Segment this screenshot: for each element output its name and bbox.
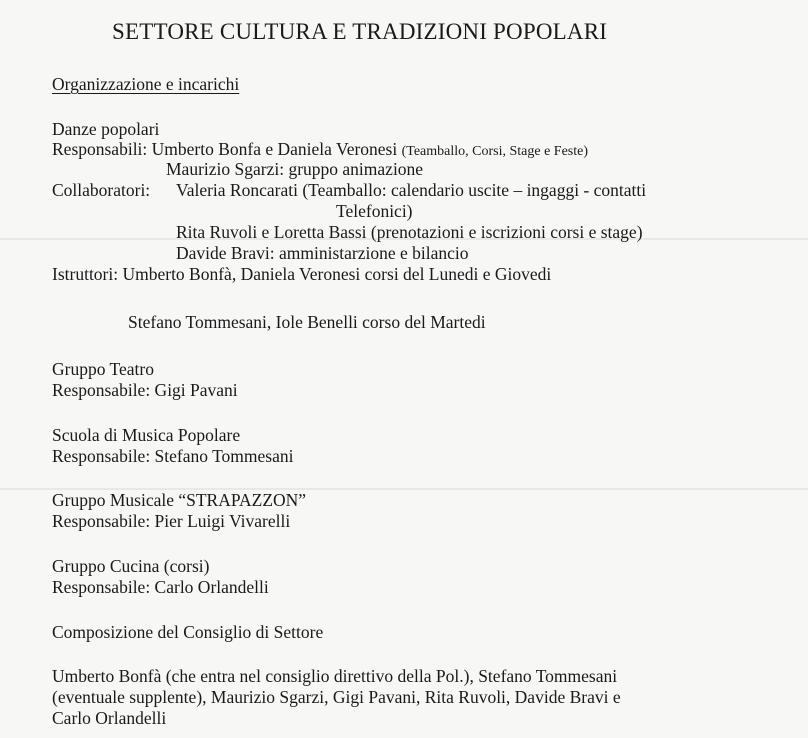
musica-heading: Scuola di Musica Popolare — [52, 425, 241, 445]
responsabili-note: (Teamballo, Corsi, Stage e Feste) — [401, 144, 589, 159]
collaboratori-label: Collaboratori: — [52, 180, 151, 200]
cucina-heading: Gruppo Cucina (corsi) — [52, 556, 210, 576]
danze-responsabile-2: Maurizio Sgarzi: gruppo animazione — [166, 159, 424, 179]
consiglio-heading: Composizione del Consiglio di Settore — [52, 622, 324, 642]
consiglio-line-1: Umberto Bonfà (che entra nel consiglio direttivo della Pol.), Stefano Tommesani — [52, 666, 618, 686]
responsabili-label: Responsabili: — [52, 139, 152, 159]
danze-heading: Danze popolari — [52, 119, 160, 139]
collaboratore-1-cont: Telefonici) — [336, 201, 413, 221]
collaboratore-1: Valeria Roncarati (Teamballo: calendario uscite – ingaggi - contatti — [176, 180, 647, 200]
collaboratore-3: Davide Bravi: amministarzione e bilancio — [176, 243, 469, 263]
consiglio-line-3: Carlo Orlandelli — [52, 708, 167, 728]
document-title: SETTORE CULTURA E TRADIZIONI POPOLARI — [112, 19, 608, 44]
istruttori-line-1: Istruttori: Umberto Bonfà, Daniela Veronesi corsi del Lunedi e Giovedi — [52, 264, 552, 284]
section-subtitle: Organizzazione e incarichi — [52, 74, 240, 94]
teatro-responsabile: Responsabile: Gigi Pavani — [52, 380, 238, 400]
strapazzon-responsabile: Responsabile: Pier Luigi Vivarelli — [52, 511, 291, 531]
strapazzon-heading: Gruppo Musicale “STRAPAZZON” — [52, 490, 307, 510]
istruttori-line-2: Stefano Tommesani, Iole Benelli corso del Martedi — [128, 312, 486, 332]
responsabili-names: Umberto Bonfa e Daniela Veronesi — [151, 139, 402, 159]
consiglio-line-2: (eventuale supplente), Maurizio Sgarzi, Gigi Pavani, Rita Ruvoli, Davide Bravi e — [52, 687, 621, 707]
collaboratore-2: Rita Ruvoli e Loretta Bassi (prenotazioni e iscrizioni corsi e stage) — [176, 222, 643, 242]
teatro-heading: Gruppo Teatro — [52, 359, 154, 379]
cucina-responsabile: Responsabile: Carlo Orlandelli — [52, 577, 269, 597]
musica-responsabile: Responsabile: Stefano Tommesani — [52, 446, 294, 466]
